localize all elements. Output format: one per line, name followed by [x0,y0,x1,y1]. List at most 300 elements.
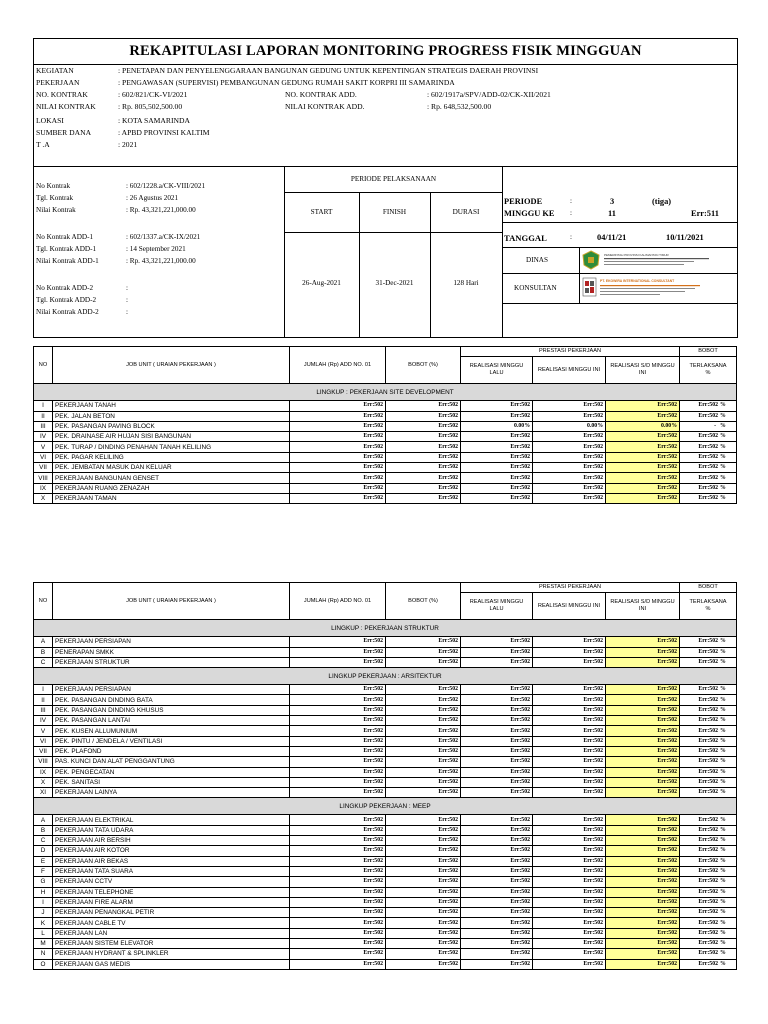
table-row [34,637,737,647]
row-terlaksana [680,887,737,897]
percent-sign: % [720,717,726,724]
row-job-name: PEK. PASANGAN LANTAI [53,716,290,726]
percent-sign: % [720,940,726,947]
row-number: IX [34,767,53,777]
add1-no-label: No Kontrak ADD-1 [36,233,94,241]
row-bobot: Err:502 [386,866,461,876]
row-jumlah: Err:502 [290,767,386,777]
terlaksana-value: Err:502 [698,638,718,645]
row-realisasi-lalu: Err:502 [461,746,533,756]
row-realisasi-sd: Err:502 [606,411,680,421]
table-row [34,421,737,431]
row-jumlah: Err:502 [290,897,386,907]
row-realisasi-sd: Err:502 [606,473,680,483]
section-title: LINGKUP PEKERJAAN : ARSITEKTUR [34,668,737,685]
row-bobot: Err:502 [386,463,461,473]
row-realisasi-lalu: Err:502 [461,887,533,897]
row-realisasi-lalu: Err:502 [461,647,533,657]
percent-sign: % [720,484,726,491]
terlaksana-value: Err:502 [698,464,718,471]
row-realisasi-lalu: Err:502 [461,939,533,949]
terlaksana-value: Err:502 [698,659,718,666]
finish-label: FINISH [382,208,407,216]
row-realisasi-lalu: Err:502 [461,959,533,969]
percent-sign: % [720,888,726,895]
contract-value-label: Nilai Kontrak [36,206,76,214]
row-job-name: PEKERJAAN AIR BERSIH [53,836,290,846]
divider [502,247,737,248]
contract-date-label: Tgl. Kontrak [36,194,74,202]
row-job-name: PEKERJAAN AIR KOTOR [53,846,290,856]
row-job-name: PEKERJAAN HYDRANT & SPLINKLER [53,949,290,959]
row-realisasi-sd: Err:502 [606,726,680,736]
terlaksana-value: Err:502 [698,898,718,905]
row-number: B [34,825,53,835]
nilai-kontrak-add-value: : Rp. 648,532,500.00 [427,102,492,111]
row-realisasi-lalu: Err:502 [461,637,533,647]
table-row [34,846,737,856]
row-number: VII [34,463,53,473]
row-realisasi-sd: Err:502 [606,949,680,959]
terlaksana-value: Err:502 [698,888,718,895]
row-job-name: PEKERJAAN TELEPHONE [53,887,290,897]
report-sheet [33,38,738,338]
row-terlaksana [680,695,737,705]
row-bobot: Err:502 [386,959,461,969]
terlaksana-pct: % [705,606,711,613]
row-realisasi-lalu: Err:502 [461,736,533,746]
percent-sign: % [720,443,726,450]
terlaksana-value: Err:502 [698,648,718,655]
row-job-name: PEK. SANITASI [53,777,290,787]
add1-date-value: : 14 September 2021 [126,245,186,253]
row-realisasi-sd: 0.00% [606,421,680,431]
percent-sign: % [720,768,726,775]
row-job-name: PEKERJAAN TATA UDARA [53,825,290,835]
row-realisasi-sd: Err:502 [606,705,680,715]
row-job-name: PEK. PASANGAN DINDING KHUSUS [53,705,290,715]
row-realisasi-lalu: Err:502 [461,856,533,866]
row-bobot: Err:502 [386,757,461,767]
terlaksana-value: Err:502 [698,789,718,796]
percent-sign: % [720,453,726,460]
row-job-name: PEKERJAAN TANAH [53,401,290,411]
row-job-name: PEKERJAAN SISTEM ELEVATOR [53,939,290,949]
row-number: X [34,493,53,503]
row-jumlah: Err:502 [290,493,386,503]
terlaksana-value: Err:502 [698,847,718,854]
table-row [34,836,737,846]
terlaksana-value: Err:502 [698,443,718,450]
row-terlaksana [680,928,737,938]
row-jumlah: Err:502 [290,908,386,918]
project-info [34,65,737,167]
row-realisasi-lalu: Err:502 [461,401,533,411]
terlaksana-value: Err:502 [698,878,718,885]
table-row [34,401,737,411]
row-terlaksana [680,411,737,421]
row-realisasi-ini: Err:502 [533,483,606,493]
row-realisasi-ini: Err:502 [533,637,606,647]
row-job-name: PEKERJAAN CABLE TV [53,918,290,928]
row-jumlah: Err:502 [290,473,386,483]
row-number: M [34,939,53,949]
row-realisasi-ini: Err:502 [533,647,606,657]
divider [284,192,503,193]
row-realisasi-ini: Err:502 [533,432,606,442]
row-realisasi-sd: Err:502 [606,825,680,835]
row-number: F [34,866,53,876]
table-row [34,788,737,798]
nilai-kontrak-label: NILAI KONTRAK [36,102,96,111]
terlaksana-value: Err:502 [698,706,718,713]
row-realisasi-lalu: Err:502 [461,928,533,938]
row-terlaksana [680,637,737,647]
row-job-name: PEKERJAAN RUANG ZENAZAH [53,483,290,493]
row-job-name: PEKERJAAN PERSIAPAN [53,685,290,695]
percent-sign: % [720,878,726,885]
row-bobot: Err:502 [386,647,461,657]
row-realisasi-lalu: Err:502 [461,726,533,736]
row-jumlah: Err:502 [290,726,386,736]
row-realisasi-sd: Err:502 [606,647,680,657]
table-row [34,452,737,462]
row-number: I [34,401,53,411]
row-realisasi-ini: Err:502 [533,736,606,746]
row-job-name: PEKERJAAN PERSIAPAN [53,637,290,647]
row-jumlah: Err:502 [290,815,386,825]
percent-sign: % [720,474,726,481]
row-terlaksana [680,846,737,856]
row-terlaksana [680,866,737,876]
terlaksana-value: Err:502 [698,727,718,734]
percent-sign: % [720,464,726,471]
row-bobot: Err:502 [386,685,461,695]
row-jumlah: Err:502 [290,463,386,473]
row-realisasi-sd: Err:502 [606,908,680,918]
divider [502,303,737,304]
section-title: LINGKUP : PEKERJAAN STRUKTUR [34,620,737,637]
row-bobot: Err:502 [386,846,461,856]
section-header-row [34,620,737,637]
terlaksana-value: Err:502 [698,758,718,765]
terlaksana-value: Err:502 [698,453,718,460]
contract-no-label: No Kontrak [36,182,71,190]
row-jumlah: Err:502 [290,716,386,726]
row-bobot: Err:502 [386,452,461,462]
add2-value-label: Nilai Kontrak ADD-2 [36,308,99,316]
row-job-name: PENERAPAN SMKK [53,647,290,657]
row-bobot: Err:502 [386,908,461,918]
terlaksana-label: TERLAKSANA [689,363,727,370]
no-kontrak-value: : 602/821/CK-VI/2021 [118,90,188,99]
row-bobot: Err:502 [386,716,461,726]
table-row [34,897,737,907]
lokasi-value: : KOTA SAMARINDA [118,116,190,125]
row-realisasi-lalu: Err:502 [461,949,533,959]
row-terlaksana [680,705,737,715]
add2-date-value: : [126,296,128,304]
terlaksana-value: Err:502 [698,768,718,775]
add2-value-value: : [126,308,128,316]
row-realisasi-lalu: Err:502 [461,716,533,726]
percent-sign: % [720,868,726,875]
col-terlaksana [680,357,737,384]
col-prestasi: PRESTASI PEKERJAAN [461,347,680,357]
row-terlaksana [680,825,737,835]
row-realisasi-sd: Err:502 [606,897,680,907]
row-realisasi-ini: Err:502 [533,846,606,856]
row-job-name: PEKERJAAN GAS MEDIS [53,959,290,969]
row-terlaksana [680,736,737,746]
row-realisasi-lalu: Err:502 [461,685,533,695]
col-realisasi-sd: REALISASI S/D MINGGU INI [606,357,680,384]
row-jumlah: Err:502 [290,647,386,657]
row-bobot: Err:502 [386,939,461,949]
divider [579,247,580,303]
row-bobot: Err:502 [386,949,461,959]
row-realisasi-sd: Err:502 [606,815,680,825]
row-job-name: PEKERJAAN BANGUNAN GENSET [53,473,290,483]
terlaksana-pct: % [705,370,711,377]
sumber-dana-label: SUMBER DANA [36,128,92,137]
row-jumlah: Err:502 [290,788,386,798]
row-terlaksana [680,746,737,756]
row-realisasi-sd: Err:502 [606,866,680,876]
row-job-name: PEK. PINTU / JENDELA / VENTILASI [53,736,290,746]
row-realisasi-lalu: Err:502 [461,788,533,798]
section-header-row [34,668,737,685]
no-kontrak-add-value: : 602/1917a/SPV/ADD-02/CK-XII/2021 [427,90,551,99]
row-realisasi-lalu: Err:502 [461,846,533,856]
row-realisasi-lalu: Err:502 [461,897,533,907]
periode-label: PERIODE [504,197,543,206]
row-realisasi-ini: Err:502 [533,877,606,887]
row-number: O [34,959,53,969]
percent-sign: % [720,950,726,957]
tanggal-colon: : [570,233,572,241]
minggu-colon: : [570,209,572,217]
finish-date: 31-Dec-2021 [375,279,414,287]
row-terlaksana [680,401,737,411]
row-realisasi-sd: Err:502 [606,463,680,473]
section-title: LINGKUP PEKERJAAN : MEEP [34,798,737,815]
terlaksana-value: Err:502 [698,717,718,724]
dinas-logo [582,250,722,270]
terlaksana-value: Err:502 [698,748,718,755]
percent-sign: % [720,919,726,926]
percent-sign: % [720,433,726,440]
terlaksana-value: Err:502 [698,909,718,916]
kegiatan-label: KEGIATAN [36,66,74,75]
row-terlaksana [680,918,737,928]
row-job-name: PEKERJAAN STRUKTUR [53,657,290,667]
percent-sign: % [720,423,726,430]
percent-sign: % [720,737,726,744]
row-terlaksana [680,757,737,767]
table-row [34,908,737,918]
no-kontrak-label: NO. KONTRAK [36,90,88,99]
percent-sign: % [720,758,726,765]
row-bobot: Err:502 [386,788,461,798]
row-realisasi-lalu: Err:502 [461,442,533,452]
row-realisasi-lalu: Err:502 [461,777,533,787]
add2-no-value: : [126,284,128,292]
col-jumlah: JUMLAH (Rp) ADD NO. 01 [290,583,386,620]
row-realisasi-ini: Err:502 [533,959,606,969]
row-terlaksana [680,726,737,736]
row-jumlah: Err:502 [290,918,386,928]
row-realisasi-ini: Err:502 [533,452,606,462]
table-row [34,473,737,483]
row-jumlah: Err:502 [290,777,386,787]
row-number: VIII [34,473,53,483]
pekerjaan-label: PEKERJAAN [36,78,80,87]
row-realisasi-ini: Err:502 [533,401,606,411]
col-bobot-terlaksana: BOBOT [680,347,737,357]
row-jumlah: Err:502 [290,442,386,452]
row-jumlah: Err:502 [290,421,386,431]
row-terlaksana [680,685,737,695]
row-realisasi-ini: Err:502 [533,685,606,695]
row-realisasi-sd: Err:502 [606,442,680,452]
row-job-name: PEK. TURAP / DINDING PENAHAN TANAH KELILING [53,442,290,452]
row-job-name: PAS. KUNCI DAN ALAT PENGGANTUNG [53,757,290,767]
row-terlaksana [680,442,737,452]
row-realisasi-ini: Err:502 [533,908,606,918]
row-terlaksana [680,483,737,493]
percent-sign: % [720,789,726,796]
row-bobot: Err:502 [386,726,461,736]
row-realisasi-sd: Err:502 [606,483,680,493]
row-realisasi-ini: Err:502 [533,856,606,866]
row-bobot: Err:502 [386,637,461,647]
row-number: III [34,421,53,431]
row-number: VII [34,746,53,756]
percent-sign: % [720,748,726,755]
row-realisasi-lalu: Err:502 [461,463,533,473]
table-row [34,856,737,866]
row-job-name: PEK. PAGAR KELILING [53,452,290,462]
periode-value: 3 [610,197,615,206]
row-realisasi-ini: Err:502 [533,866,606,876]
row-jumlah: Err:502 [290,483,386,493]
row-jumlah: Err:502 [290,401,386,411]
table-row [34,432,737,442]
row-realisasi-ini: Err:502 [533,777,606,787]
row-realisasi-ini: Err:502 [533,949,606,959]
percent-sign: % [720,412,726,419]
row-realisasi-lalu: Err:502 [461,411,533,421]
col-bobot-terlaksana: BOBOT [680,583,737,593]
col-job: JOB UNIT ( URAIAN PEKERJAAN ) [53,347,290,384]
table-row [34,695,737,705]
row-bobot: Err:502 [386,442,461,452]
table-row [34,716,737,726]
row-bobot: Err:502 [386,777,461,787]
row-number: C [34,836,53,846]
row-realisasi-ini: Err:502 [533,928,606,938]
row-terlaksana [680,716,737,726]
row-terlaksana [680,657,737,667]
row-bobot: Err:502 [386,887,461,897]
table-row [34,685,737,695]
row-job-name: PEK. DRAINASE AIR HUJAN SISI BANGUNAN [53,432,290,442]
konsultan-logo [582,277,727,299]
row-bobot: Err:502 [386,473,461,483]
row-bobot: Err:502 [386,767,461,777]
row-terlaksana [680,815,737,825]
nilai-kontrak-value: : Rp. 805,502,500.00 [118,102,183,111]
row-realisasi-sd: Err:502 [606,777,680,787]
col-realisasi-sd: REALISASI S/D MINGGU INI [606,593,680,620]
row-terlaksana [680,432,737,442]
terlaksana-label: TERLAKSANA [689,599,727,606]
terlaksana-value: Err:502 [698,857,718,864]
terlaksana-value: Err:502 [698,484,718,491]
ta-value: : 2021 [118,140,138,149]
row-jumlah: Err:502 [290,746,386,756]
row-realisasi-lalu: Err:502 [461,918,533,928]
table-row [34,949,737,959]
row-bobot: Err:502 [386,695,461,705]
row-realisasi-sd: Err:502 [606,637,680,647]
row-number: VIII [34,757,53,767]
row-realisasi-ini: Err:502 [533,757,606,767]
table-row [34,866,737,876]
row-jumlah: Err:502 [290,949,386,959]
row-realisasi-ini: Err:502 [533,825,606,835]
row-job-name: PEKERJAAN FIRE ALARM [53,897,290,907]
row-jumlah: Err:502 [290,928,386,938]
row-realisasi-sd: Err:502 [606,432,680,442]
row-number: II [34,411,53,421]
col-realisasi-ini: REALISASI MINGGU INI [533,593,606,620]
row-terlaksana [680,647,737,657]
terlaksana-value: Err:502 [698,696,718,703]
row-job-name: PEK. KUSEN ALLUMUNIUM [53,726,290,736]
percent-sign: % [720,857,726,864]
row-jumlah: Err:502 [290,887,386,897]
table-row [34,463,737,473]
row-bobot: Err:502 [386,411,461,421]
contract-no-value: : 602/1228.a/CK-VIII/2021 [126,182,206,190]
row-number: III [34,705,53,715]
row-realisasi-lalu: Err:502 [461,836,533,846]
row-realisasi-sd: Err:502 [606,939,680,949]
row-realisasi-ini: Err:502 [533,705,606,715]
row-bobot: Err:502 [386,897,461,907]
percent-sign: % [720,659,726,666]
row-jumlah: Err:502 [290,685,386,695]
row-realisasi-sd: Err:502 [606,877,680,887]
terlaksana-value: Err:502 [698,929,718,936]
row-number: G [34,877,53,887]
percent-sign: % [720,648,726,655]
row-realisasi-ini: Err:502 [533,918,606,928]
row-realisasi-sd: Err:502 [606,736,680,746]
row-realisasi-sd: Err:502 [606,788,680,798]
row-realisasi-lalu: Err:502 [461,452,533,462]
row-realisasi-lalu: Err:502 [461,908,533,918]
row-realisasi-ini: Err:502 [533,767,606,777]
row-realisasi-sd: Err:502 [606,493,680,503]
table-row [34,705,737,715]
percent-sign: % [720,837,726,844]
row-realisasi-sd: Err:502 [606,685,680,695]
percent-sign: % [720,495,726,502]
row-number: XI [34,788,53,798]
